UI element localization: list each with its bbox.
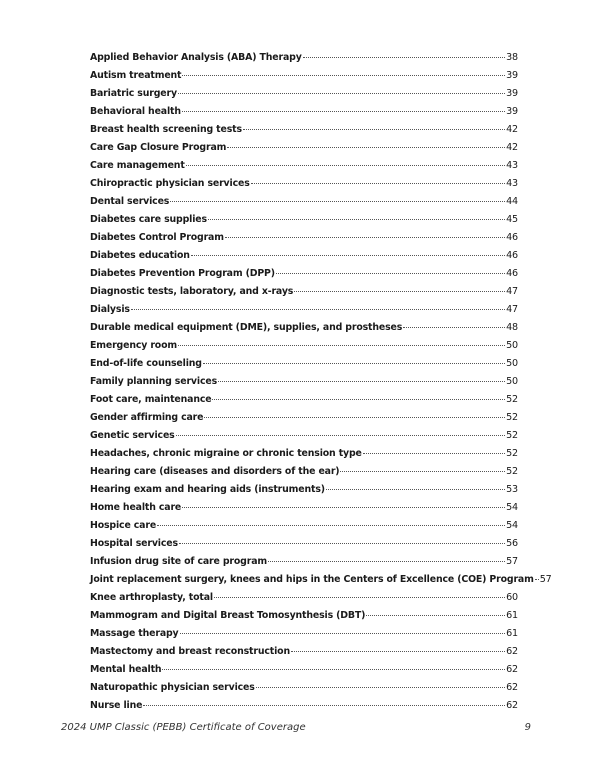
toc-entry-title[interactable]: Autism treatment bbox=[90, 70, 182, 81]
toc-entry-title[interactable]: Home health care bbox=[90, 502, 182, 513]
toc-entry[interactable] bbox=[90, 70, 518, 88]
toc-entry-page[interactable]: 62 bbox=[506, 700, 518, 711]
toc-entry-title[interactable]: Emergency room bbox=[90, 340, 178, 351]
toc-entry[interactable] bbox=[90, 592, 518, 610]
dot-leader bbox=[535, 579, 539, 580]
toc-entry[interactable] bbox=[90, 538, 518, 556]
toc-entry-page[interactable]: 54 bbox=[506, 520, 518, 531]
toc-entry-title[interactable]: Durable medical equipment (DME), supplies, and prostheses bbox=[90, 322, 403, 333]
toc-entry-title[interactable]: Genetic services bbox=[90, 430, 175, 441]
toc-entry-page[interactable]: 52 bbox=[506, 466, 518, 477]
toc-entry-page[interactable]: 47 bbox=[506, 304, 518, 315]
toc-entry[interactable] bbox=[90, 250, 518, 268]
toc-entry-title[interactable]: End-of-life counseling bbox=[90, 358, 202, 369]
toc-entry-page[interactable]: 52 bbox=[506, 430, 518, 441]
dot-leader bbox=[294, 291, 505, 292]
toc-entry[interactable] bbox=[90, 556, 518, 574]
toc-entry-title[interactable]: Diabetes Control Program bbox=[90, 232, 224, 243]
dot-leader bbox=[182, 75, 505, 76]
dot-leader bbox=[178, 345, 505, 346]
toc-entry-title[interactable]: Family planning services bbox=[90, 376, 217, 387]
toc-entry-title[interactable]: Gender affirming care bbox=[90, 412, 204, 423]
toc-entry-title[interactable]: Naturopathic physician services bbox=[90, 682, 255, 693]
toc-entry-page[interactable]: 56 bbox=[506, 538, 518, 549]
dot-leader bbox=[214, 597, 505, 598]
toc-entry-page[interactable]: 47 bbox=[506, 286, 518, 297]
toc-entry-title[interactable]: Foot care, maintenance bbox=[90, 394, 212, 405]
toc-entry[interactable] bbox=[90, 574, 552, 592]
toc-entry-page[interactable]: 50 bbox=[506, 340, 518, 351]
dot-leader bbox=[251, 183, 505, 184]
dot-leader bbox=[182, 507, 505, 508]
toc-entry-title[interactable]: Mammogram and Digital Breast Tomosynthesis (DBT) bbox=[90, 610, 366, 621]
toc-entry[interactable] bbox=[90, 88, 518, 106]
toc-entry-page[interactable]: 52 bbox=[506, 394, 518, 405]
toc-entry-title[interactable]: Hospital services bbox=[90, 538, 178, 549]
toc-entry-page[interactable]: 62 bbox=[506, 646, 518, 657]
toc-entry[interactable] bbox=[90, 142, 518, 160]
dot-leader bbox=[204, 417, 505, 418]
toc-entry[interactable] bbox=[90, 664, 518, 682]
toc-entry[interactable] bbox=[90, 520, 518, 538]
dot-leader bbox=[326, 489, 505, 490]
toc-entry-title[interactable]: Knee arthroplasty, total bbox=[90, 592, 213, 603]
toc-entry-title[interactable]: Dialysis bbox=[90, 304, 130, 315]
dot-leader bbox=[363, 453, 505, 454]
toc-entry[interactable] bbox=[90, 160, 518, 178]
dot-leader bbox=[131, 309, 505, 310]
dot-leader bbox=[225, 237, 505, 238]
toc-entry-page[interactable]: 46 bbox=[506, 268, 518, 279]
dot-leader bbox=[340, 471, 505, 472]
toc-entry-title[interactable]: Infusion drug site of care program bbox=[90, 556, 267, 567]
toc-entry[interactable] bbox=[90, 646, 518, 664]
toc-entry-title[interactable]: Care management bbox=[90, 160, 185, 171]
toc-entry[interactable] bbox=[90, 52, 518, 70]
toc-entry-page[interactable]: 46 bbox=[506, 250, 518, 261]
dot-leader bbox=[218, 381, 505, 382]
toc-entry[interactable] bbox=[90, 196, 518, 214]
toc-entry[interactable] bbox=[90, 610, 518, 628]
toc-entry-page[interactable]: 46 bbox=[506, 232, 518, 243]
dot-leader bbox=[162, 669, 505, 670]
toc-entry-page[interactable]: 52 bbox=[506, 412, 518, 423]
dot-leader bbox=[182, 111, 505, 112]
toc-entry[interactable] bbox=[90, 124, 518, 142]
toc-entry-title[interactable]: Nurse line bbox=[90, 700, 143, 711]
toc-entry-title[interactable]: Dental services bbox=[90, 196, 170, 207]
toc-entry-page[interactable]: 57 bbox=[506, 556, 518, 567]
toc-entry-title[interactable]: Mastectomy and breast reconstruction bbox=[90, 646, 290, 657]
toc-entry-page[interactable]: 45 bbox=[506, 214, 518, 225]
toc-entry-title[interactable]: Hearing exam and hearing aids (instruments) bbox=[90, 484, 325, 495]
toc-entry-title[interactable]: Behavioral health bbox=[90, 106, 181, 117]
toc-entry[interactable] bbox=[90, 322, 518, 340]
dot-leader bbox=[143, 705, 505, 706]
dot-leader bbox=[208, 219, 505, 220]
toc-entry-title[interactable]: Massage therapy bbox=[90, 628, 179, 639]
toc-entry-page[interactable]: 57 bbox=[539, 574, 552, 585]
toc-entry-page[interactable]: 52 bbox=[506, 448, 518, 459]
page-footer bbox=[61, 722, 531, 733]
dot-leader bbox=[268, 561, 505, 562]
toc-entry-title[interactable]: Headaches, chronic migraine or chronic tension type bbox=[90, 448, 362, 459]
toc-entry-page[interactable]: 62 bbox=[506, 682, 518, 693]
dot-leader bbox=[191, 255, 505, 256]
toc-entry-page[interactable]: 61 bbox=[506, 610, 518, 621]
table-of-contents bbox=[90, 52, 552, 718]
dot-leader bbox=[291, 651, 505, 652]
dot-leader bbox=[179, 543, 505, 544]
toc-entry[interactable] bbox=[90, 358, 518, 376]
toc-entry[interactable] bbox=[90, 268, 518, 286]
toc-entry-title[interactable]: Hospice care bbox=[90, 520, 157, 531]
toc-entry[interactable] bbox=[90, 394, 518, 412]
toc-entry-title[interactable]: Diabetes education bbox=[90, 250, 190, 261]
toc-entry-page[interactable]: 54 bbox=[506, 502, 518, 513]
toc-entry[interactable] bbox=[90, 700, 518, 718]
toc-entry-title[interactable]: Joint replacement surgery, knees and hips in the Centers of Excellence (COE) Program bbox=[90, 574, 534, 585]
toc-entry[interactable] bbox=[90, 340, 518, 358]
dot-leader bbox=[303, 57, 505, 58]
toc-entry-title[interactable]: Care Gap Closure Program bbox=[90, 142, 227, 153]
toc-entry-page[interactable]: 43 bbox=[506, 160, 518, 171]
toc-entry[interactable] bbox=[90, 682, 518, 700]
toc-entry[interactable] bbox=[90, 628, 518, 646]
dot-leader bbox=[186, 165, 505, 166]
toc-entry[interactable] bbox=[90, 214, 518, 232]
dot-leader bbox=[176, 435, 505, 436]
toc-entry[interactable] bbox=[90, 106, 518, 124]
toc-entry-page[interactable]: 39 bbox=[506, 70, 518, 81]
toc-entry-title[interactable]: Hearing care (diseases and disorders of the ear) bbox=[90, 466, 340, 477]
toc-entry-title[interactable]: Chiropractic physician services bbox=[90, 178, 250, 189]
dot-leader bbox=[243, 129, 505, 130]
toc-entry[interactable] bbox=[90, 466, 518, 484]
dot-leader bbox=[157, 525, 505, 526]
footer-document-title: 2024 UMP Classic (PEBB) Certificate of Coverage bbox=[61, 722, 306, 733]
dot-leader bbox=[212, 399, 505, 400]
toc-entry-page[interactable]: 39 bbox=[506, 106, 518, 117]
toc-entry-page[interactable]: 50 bbox=[506, 358, 518, 369]
toc-entry-page[interactable]: 39 bbox=[506, 88, 518, 99]
footer-page-number: 9 bbox=[524, 722, 531, 733]
toc-entry-page[interactable]: 60 bbox=[506, 592, 518, 603]
toc-entry-title[interactable]: Breast health screening tests bbox=[90, 124, 242, 135]
toc-entry[interactable] bbox=[90, 286, 518, 304]
toc-entry-page[interactable]: 42 bbox=[506, 142, 518, 153]
dot-leader bbox=[180, 633, 506, 634]
dot-leader bbox=[203, 363, 505, 364]
toc-entry[interactable] bbox=[90, 178, 518, 196]
toc-entry-page[interactable]: 44 bbox=[506, 196, 518, 207]
dot-leader bbox=[276, 273, 505, 274]
toc-entry[interactable] bbox=[90, 376, 518, 394]
toc-entry[interactable] bbox=[90, 304, 518, 322]
toc-entry-page[interactable]: 42 bbox=[506, 124, 518, 135]
toc-entry-title[interactable]: Applied Behavior Analysis (ABA) Therapy bbox=[90, 52, 302, 63]
toc-entry-page[interactable]: 38 bbox=[506, 52, 518, 63]
toc-entry-page[interactable]: 53 bbox=[506, 484, 518, 495]
toc-entry[interactable] bbox=[90, 232, 518, 250]
toc-entry[interactable] bbox=[90, 448, 518, 466]
toc-entry-page[interactable]: 62 bbox=[506, 664, 518, 675]
toc-entry-title[interactable]: Bariatric surgery bbox=[90, 88, 177, 99]
toc-entry[interactable] bbox=[90, 412, 518, 430]
dot-leader bbox=[178, 93, 505, 94]
dot-leader bbox=[366, 615, 505, 616]
toc-entry[interactable] bbox=[90, 430, 518, 448]
toc-entry[interactable] bbox=[90, 484, 518, 502]
toc-entry[interactable] bbox=[90, 502, 518, 520]
toc-entry-page[interactable]: 61 bbox=[506, 628, 518, 639]
dot-leader bbox=[227, 147, 505, 148]
dot-leader bbox=[403, 327, 505, 328]
toc-entry-title[interactable]: Diagnostic tests, laboratory, and x-rays bbox=[90, 286, 294, 297]
toc-entry-page[interactable]: 43 bbox=[506, 178, 518, 189]
toc-entry-page[interactable]: 50 bbox=[506, 376, 518, 387]
toc-entry-title[interactable]: Diabetes care supplies bbox=[90, 214, 207, 225]
toc-entry-title[interactable]: Mental health bbox=[90, 664, 162, 675]
toc-entry-title[interactable]: Diabetes Prevention Program (DPP) bbox=[90, 268, 275, 279]
dot-leader bbox=[170, 201, 505, 202]
toc-entry-page[interactable]: 48 bbox=[506, 322, 518, 333]
dot-leader bbox=[256, 687, 505, 688]
